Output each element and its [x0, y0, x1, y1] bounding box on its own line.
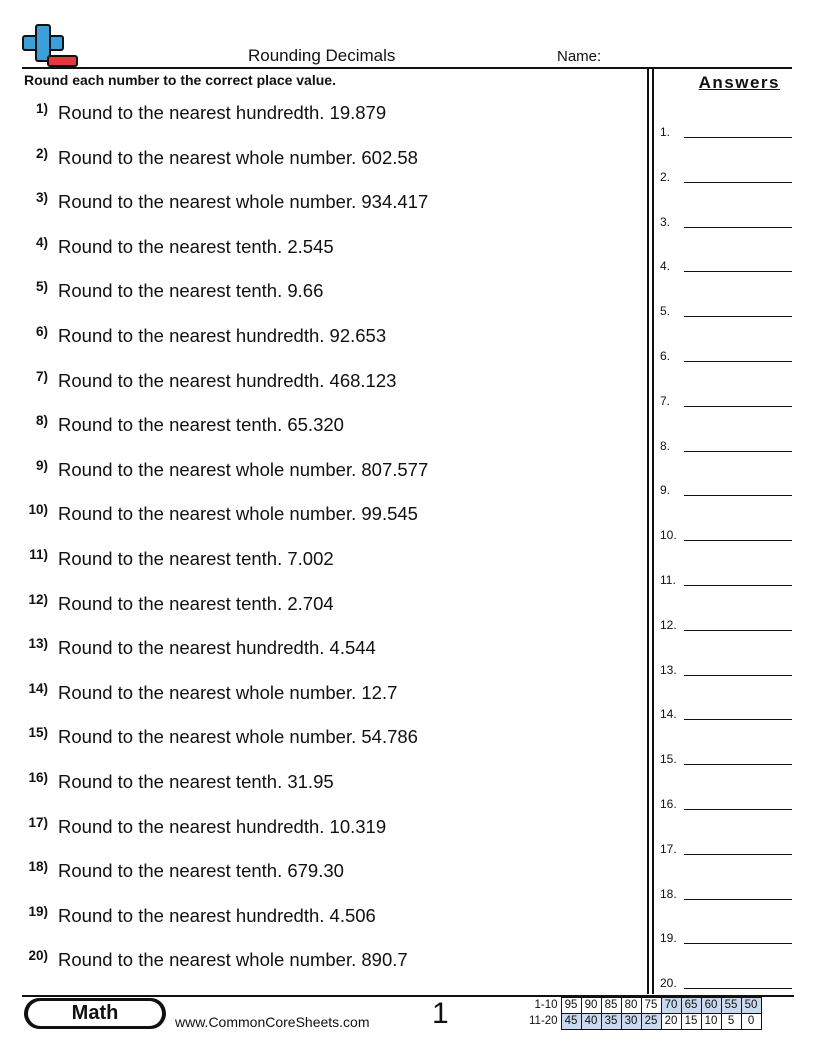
score-cell: 65 [681, 998, 701, 1014]
score-cell: 80 [621, 998, 641, 1014]
answer-number: 5. [660, 304, 671, 319]
question-text: Round to the nearest hundredth. 4.506 [58, 904, 376, 926]
score-table [527, 997, 762, 1030]
question-number: 13) [28, 636, 48, 652]
score-cell: 60 [701, 998, 721, 1014]
answer-blank[interactable] [660, 481, 792, 501]
question-number: 15) [28, 725, 48, 741]
answer-number: 18. [660, 886, 677, 901]
score-cell: 20 [661, 1014, 681, 1030]
score-cell: 55 [721, 998, 741, 1014]
answer-blank[interactable] [660, 168, 792, 188]
answer-line[interactable] [684, 854, 792, 855]
question-number: 16) [28, 770, 48, 785]
plus-minus-logo-icon [22, 24, 78, 68]
answer-column-divider [647, 69, 649, 994]
question-text: Round to the nearest tenth. 2.704 [58, 592, 334, 614]
answer-line[interactable] [684, 675, 792, 676]
score-cell: 10 [701, 1014, 721, 1030]
question-number: 20) [28, 948, 48, 964]
question-number: 5) [35, 279, 48, 295]
answer-blank[interactable] [660, 974, 792, 994]
answer-line[interactable] [684, 899, 792, 900]
answer-column-divider [652, 69, 654, 994]
question-text: Round to the nearest hundredth. 4.544 [58, 637, 376, 659]
answer-line[interactable] [684, 361, 792, 362]
question-number: 7) [35, 368, 48, 384]
question-text: Round to the nearest tenth. 7.002 [58, 548, 334, 569]
score-cell: 40 [581, 1014, 601, 1030]
answer-blank[interactable] [660, 795, 792, 815]
question-number: 10) [28, 502, 48, 518]
answer-line[interactable] [684, 943, 792, 944]
score-cell: 75 [641, 998, 661, 1014]
score-cell: 95 [561, 998, 581, 1014]
answer-line[interactable] [684, 137, 792, 138]
answer-blank[interactable] [660, 616, 792, 636]
answer-blank[interactable] [660, 213, 792, 233]
name-label: Name: [557, 48, 602, 65]
answer-blank[interactable] [660, 705, 792, 725]
score-cell: 35 [601, 1014, 621, 1030]
answer-number: 19. [660, 931, 677, 946]
page-number: 1 [432, 997, 449, 1030]
answer-number: 11. [660, 573, 676, 587]
answer-blank[interactable] [660, 526, 792, 546]
answer-blank[interactable] [660, 347, 792, 367]
answer-line[interactable] [684, 764, 792, 765]
answer-line[interactable] [684, 719, 792, 720]
answers-heading: Answers [698, 73, 780, 92]
instructions: Round each number to the correct place value. [24, 72, 336, 88]
question-number: 3) [35, 190, 48, 206]
score-range-label: 1-10 [534, 999, 558, 1011]
answer-number: 20. [660, 976, 677, 991]
answer-number: 14. [660, 707, 677, 722]
answer-number: 3. [660, 214, 671, 229]
question-text: Round to the nearest whole number. 890.7 [58, 949, 408, 971]
answer-number: 9. [660, 483, 671, 498]
score-cell: 85 [601, 998, 621, 1014]
header-divider [22, 67, 792, 69]
answer-number: 12. [660, 617, 677, 632]
answer-line[interactable] [684, 271, 792, 272]
answer-line[interactable] [684, 495, 792, 496]
question-number: 8) [35, 413, 48, 429]
answer-blank[interactable] [660, 571, 792, 591]
answer-number: 15. [660, 752, 677, 767]
score-row [527, 998, 761, 1014]
question-text: Round to the nearest hundredth. 468.123 [58, 369, 397, 391]
answer-line[interactable] [684, 316, 792, 317]
answer-blank[interactable] [660, 437, 792, 457]
question-number: 14) [28, 680, 48, 696]
score-cell: 90 [581, 998, 601, 1014]
answer-blank[interactable] [660, 392, 792, 412]
answer-line[interactable] [684, 406, 792, 407]
answer-blank[interactable] [660, 840, 792, 860]
score-cell: 45 [561, 1014, 581, 1030]
answer-blank[interactable] [660, 302, 792, 322]
answer-number: 1. [660, 125, 671, 139]
answer-line[interactable] [684, 182, 792, 183]
question-number: 11) [29, 547, 48, 562]
question-text: Round to the nearest whole number. 807.577 [58, 458, 429, 480]
subject-badge [24, 998, 166, 1029]
answer-blank[interactable] [660, 123, 792, 143]
question-number: 17) [28, 814, 48, 830]
score-cell: 30 [621, 1014, 641, 1030]
question-text: Round to the nearest tenth. 2.545 [58, 235, 334, 257]
question-text: Round to the nearest whole number. 99.545 [58, 503, 418, 525]
answer-number: 13. [660, 662, 677, 677]
question-number: 18) [28, 859, 48, 875]
answer-blank[interactable] [660, 257, 792, 277]
question-number: 6) [35, 324, 48, 339]
score-cell: 0 [741, 1014, 761, 1030]
answer-number: 4. [660, 259, 671, 274]
question-text: Round to the nearest hundredth. 10.319 [58, 815, 387, 837]
score-row [527, 1014, 761, 1030]
question-number: 12) [28, 591, 48, 607]
answer-blank[interactable] [660, 929, 792, 949]
score-cell: 50 [741, 998, 761, 1014]
question-text: Round to the nearest whole number. 602.58 [58, 146, 418, 168]
answer-blank[interactable] [660, 661, 792, 681]
worksheet-title: Rounding Decimals [248, 46, 396, 65]
question-number: 4) [35, 234, 48, 250]
score-range-label: 11-20 [529, 1015, 558, 1027]
answer-number: 6. [660, 349, 671, 363]
answer-blank[interactable] [660, 885, 792, 905]
answer-line[interactable] [684, 988, 792, 989]
question-text: Round to the nearest hundredth. 19.879 [58, 102, 387, 123]
question-number: 9) [35, 457, 48, 473]
answer-number: 7. [660, 393, 671, 408]
question-text: Round to the nearest hundredth. 92.653 [58, 325, 387, 346]
score-cell: 70 [661, 998, 681, 1014]
question-text: Round to the nearest whole number. 12.7 [58, 681, 398, 703]
answer-number: 16. [660, 797, 677, 811]
question-text: Round to the nearest tenth. 65.320 [58, 414, 344, 436]
question-text: Round to the nearest whole number. 54.786 [58, 726, 418, 748]
score-cell: 25 [641, 1014, 661, 1030]
answer-number: 8. [660, 438, 671, 453]
answer-line[interactable] [684, 585, 792, 586]
answer-line[interactable] [684, 451, 792, 452]
question-text: Round to the nearest tenth. 9.66 [58, 280, 324, 302]
answer-line[interactable] [684, 540, 792, 541]
answer-number: 10. [660, 528, 677, 543]
website-link[interactable]: www.CommonCoreSheets.com [175, 1014, 370, 1030]
answer-line[interactable] [684, 630, 792, 631]
question-number: 1) [35, 101, 48, 116]
score-cell: 15 [681, 1014, 701, 1030]
answer-line[interactable] [684, 227, 792, 228]
question-text: Round to the nearest whole number. 934.417 [58, 191, 429, 213]
answer-number: 2. [660, 169, 671, 184]
answer-number: 17. [660, 841, 677, 856]
question-number: 19) [28, 903, 48, 919]
question-text: Round to the nearest tenth. 31.95 [58, 771, 334, 792]
answer-blank[interactable] [660, 750, 792, 770]
answer-line[interactable] [684, 809, 792, 810]
subject-label: Math [28, 1001, 162, 1026]
score-cell: 5 [721, 1014, 741, 1030]
question-number: 2) [35, 145, 48, 161]
question-text: Round to the nearest tenth. 679.30 [58, 860, 344, 882]
